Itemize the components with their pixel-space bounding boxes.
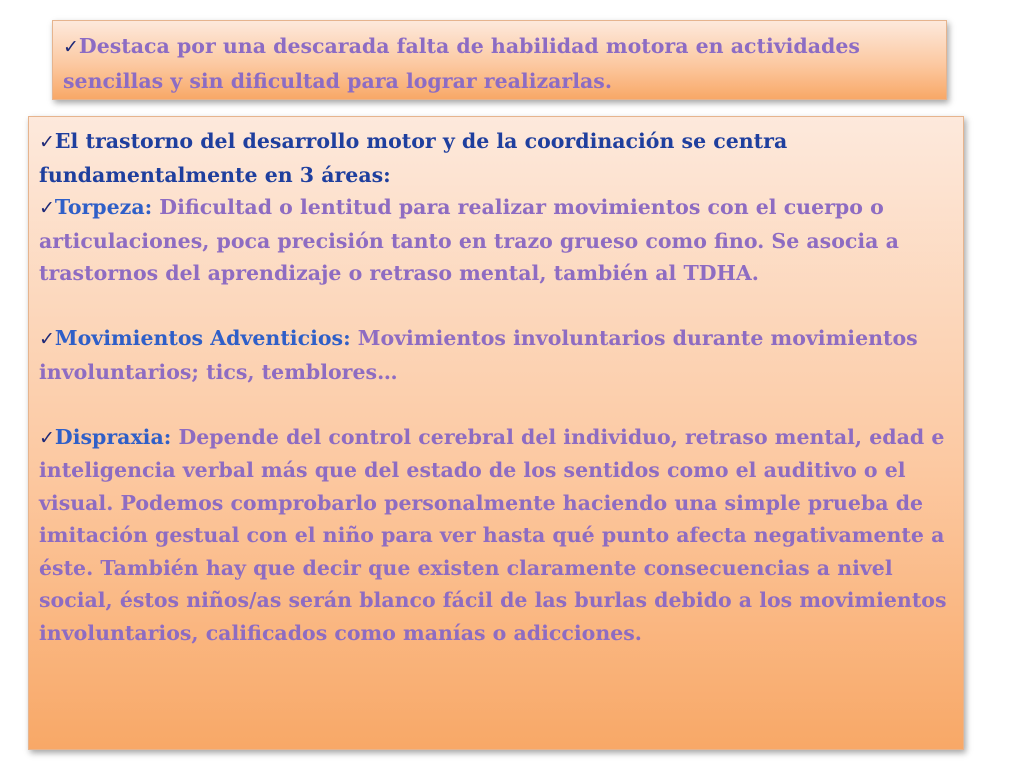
area-item-movimientos-adventicios [39,322,953,388]
areas-box [28,116,964,750]
area-description: Depende del control cerebral del individuo, retraso mental, edad e inteligencia verbal más que del estado de los sentidos como el auditivo o el visual. Podemos comprobarlo personalmente haciendo una simple prueba de imitación gestual con el niño para ver hasta qué punto afecta negativamente a éste. También hay que decir que existen claramente consecuencias a nivel social, éstos niños/as serán blanco fácil de las burlas debido a los movimientos involuntarios, calificados como manías o adicciones. [39,424,947,645]
area-description: Movimientos involuntarios durante movimientos involuntarios; tics, temblores… [39,326,918,384]
area-item-torpeza [39,191,953,290]
check-icon: ✓ [39,131,55,153]
summary-text [63,29,936,98]
area-term: Torpeza: [54,195,153,219]
area-term: Dispraxia: [54,424,172,449]
area-item-dispraxia [39,421,953,650]
check-icon: ✓ [39,328,55,350]
area-term: Movimientos Adventicios: [54,326,351,350]
area-description: Dificultad o lentitud para realizar movimientos con el cuerpo o articulaciones, poca precisión tanto en trazo grueso como fino. Se asocia a trastornos del aprendizaje o retraso mental, también al TDHA. [39,195,899,285]
check-icon: ✓ [39,197,55,219]
spacer [39,290,953,323]
check-icon: ✓ [39,426,55,449]
intro-text: El trastorno del desarrollo motor y de la coordinación se centra fundamentalmente en 3 áreas: [39,129,788,187]
summary-sentence: Destaca por una descarada falta de habilidad motora en actividades sencillas y sin dificultad para lograr realizarlas. [63,34,860,93]
summary-box [52,20,947,100]
intro-paragraph [39,125,953,191]
spacer [39,388,953,421]
check-icon: ✓ [63,36,79,58]
